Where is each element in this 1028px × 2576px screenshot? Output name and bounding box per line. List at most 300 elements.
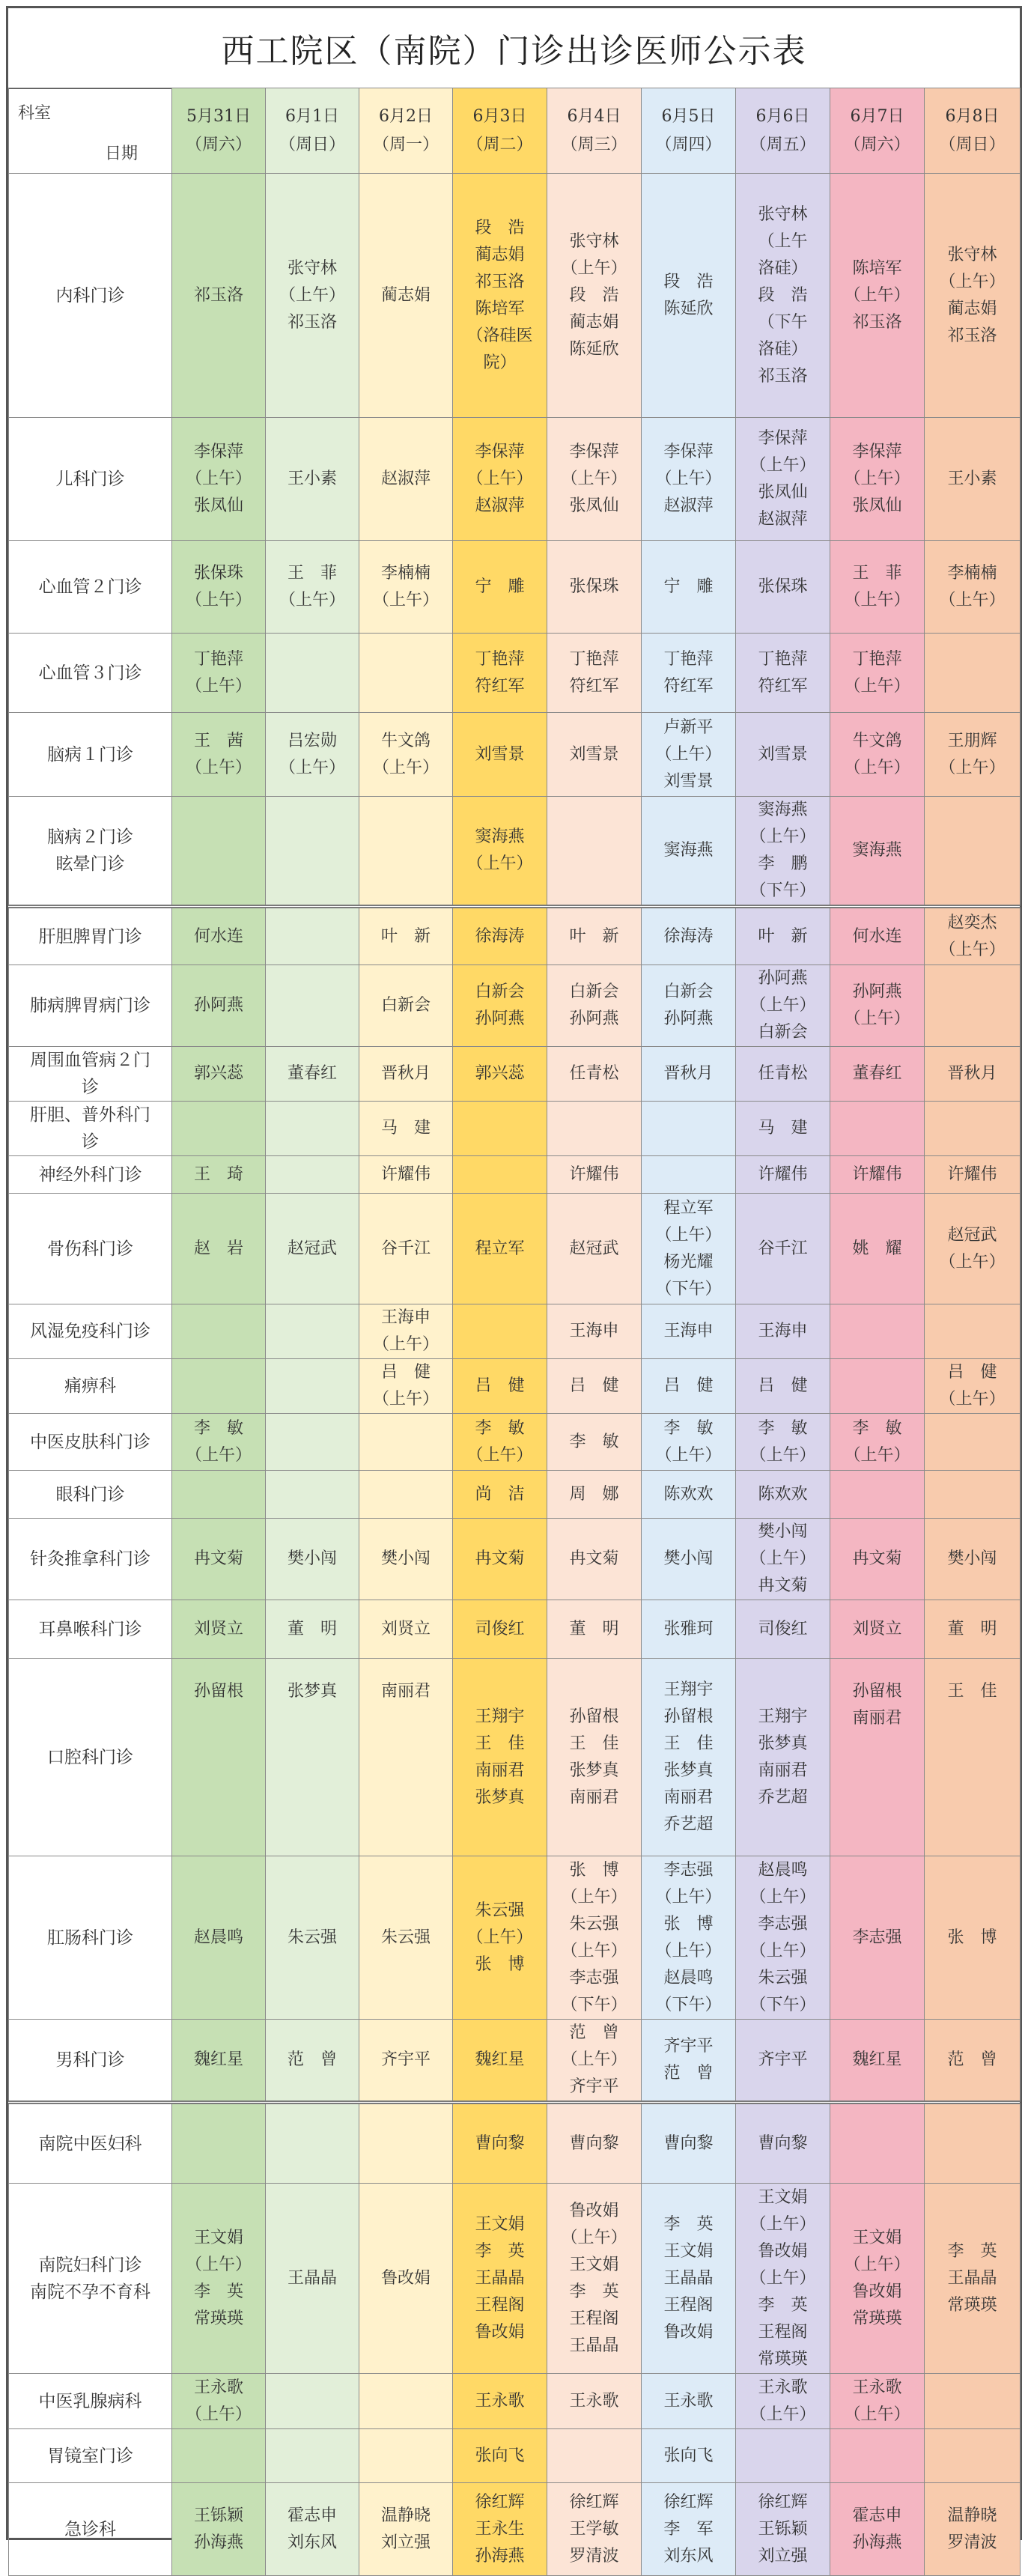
department-name: 耳鼻喉科门诊 bbox=[9, 1600, 172, 1659]
doctor-cell: 晋秋月 bbox=[642, 1047, 736, 1102]
doctor-cell: 郭兴蕊 bbox=[453, 1047, 547, 1102]
doctor-cell: 张向飞 bbox=[453, 2429, 547, 2483]
doctor-cell: 许耀伟 bbox=[547, 1156, 642, 1194]
doctor-cell: 刘雪景 bbox=[453, 713, 547, 797]
doctor-cell: 赵奕杰 （上午） bbox=[925, 907, 1021, 965]
department-name: 南院中医妇科 bbox=[9, 2103, 172, 2184]
doctor-cell: 丁艳萍 （上午） bbox=[830, 634, 925, 713]
doctor-cell: 王永歌 bbox=[642, 2374, 736, 2429]
doctor-cell: 叶 新 bbox=[359, 907, 453, 965]
doctor-cell: 张向飞 bbox=[642, 2429, 736, 2483]
doctor-cell bbox=[266, 1102, 359, 1156]
schedule-row bbox=[9, 174, 1021, 418]
schedule-row bbox=[9, 541, 1021, 634]
doctor-cell: 白新会 孙阿燕 bbox=[642, 965, 736, 1047]
doctor-cell: 许耀伟 bbox=[830, 1156, 925, 1194]
doctor-cell: 孙留根 bbox=[172, 1659, 266, 1856]
day-header bbox=[925, 88, 1021, 174]
department-name: 口腔科门诊 bbox=[9, 1659, 172, 1856]
doctor-cell: 王文娟 （上午） 鲁改娟 常瑛瑛 bbox=[830, 2184, 925, 2374]
doctor-cell bbox=[172, 2103, 266, 2184]
doctor-cell: 王永歌 bbox=[453, 2374, 547, 2429]
doctor-cell: 刘贤立 bbox=[172, 1600, 266, 1659]
department-name: 脑病２门诊 眩晕门诊 bbox=[9, 797, 172, 907]
doctor-cell: 魏红星 bbox=[172, 2020, 266, 2103]
doctor-cell: 吕 健 （上午） bbox=[359, 1359, 453, 1414]
doctor-cell: 陈欢欢 bbox=[642, 1471, 736, 1519]
doctor-cell: 徐红辉 王永生 孙海燕 bbox=[453, 2483, 547, 2576]
department-name: 中医皮肤科门诊 bbox=[9, 1414, 172, 1471]
doctor-cell: 白新会 孙阿燕 bbox=[453, 965, 547, 1047]
schedule-row bbox=[9, 1856, 1021, 2020]
doctor-cell: 樊小闯 bbox=[359, 1519, 453, 1600]
schedule-row bbox=[9, 2020, 1021, 2103]
doctor-cell: 霍志申 刘东风 bbox=[266, 2483, 359, 2576]
schedule-row bbox=[9, 1102, 1021, 1156]
doctor-cell: 李楠楠 （上午） bbox=[359, 541, 453, 634]
doctor-cell: 徐海涛 bbox=[642, 907, 736, 965]
doctor-cell: 王永歌 （上午） bbox=[736, 2374, 830, 2429]
department-name: 肛肠科门诊 bbox=[9, 1856, 172, 2020]
doctor-cell: 王 菲 （上午） bbox=[266, 541, 359, 634]
doctor-cell: 李保萍 （上午） 张凤仙 bbox=[830, 418, 925, 541]
doctor-cell: 丁艳萍 符红军 bbox=[547, 634, 642, 713]
doctor-cell: 樊小闯 bbox=[266, 1519, 359, 1600]
doctor-cell: 朱云强 bbox=[359, 1856, 453, 2020]
schedule-row bbox=[9, 1194, 1021, 1304]
department-name: 儿科门诊 bbox=[9, 418, 172, 541]
doctor-cell: 李志强 bbox=[830, 1856, 925, 2020]
doctor-cell: 李 敏 （上午） bbox=[736, 1414, 830, 1471]
doctor-cell: 魏红星 bbox=[830, 2020, 925, 2103]
doctor-cell: 陈欢欢 bbox=[736, 1471, 830, 1519]
schedule-row bbox=[9, 713, 1021, 797]
department-name: 男科门诊 bbox=[9, 2020, 172, 2103]
doctor-cell bbox=[830, 1471, 925, 1519]
doctor-cell: 赵冠武 bbox=[266, 1194, 359, 1304]
schedule-row bbox=[9, 1304, 1021, 1359]
doctor-cell: 段 浩 蔺志娟 祁玉洛 陈培军 （洛硅医 院） bbox=[453, 174, 547, 418]
doctor-cell: 董春红 bbox=[266, 1047, 359, 1102]
doctor-cell: 王永歌 （上午） bbox=[830, 2374, 925, 2429]
schedule-row bbox=[9, 2374, 1021, 2429]
doctor-cell: 王 琦 bbox=[172, 1156, 266, 1194]
department-name: 心血管３门诊 bbox=[9, 634, 172, 713]
department-name: 针灸推拿科门诊 bbox=[9, 1519, 172, 1600]
doctor-cell bbox=[266, 1414, 359, 1471]
doctor-cell: 白新会 bbox=[359, 965, 453, 1047]
doctor-cell: 范 曾 bbox=[925, 2020, 1021, 2103]
doctor-cell: 蔺志娟 bbox=[359, 174, 453, 418]
doctor-cell: 范 曾 （上午） 齐宇平 bbox=[547, 2020, 642, 2103]
doctor-cell: 王小素 bbox=[925, 418, 1021, 541]
doctor-cell: 刘贤立 bbox=[830, 1600, 925, 1659]
doctor-cell: 曹向黎 bbox=[453, 2103, 547, 2184]
doctor-cell: 王 茜 （上午） bbox=[172, 713, 266, 797]
doctor-cell: 徐红辉 王学敏 罗清波 bbox=[547, 2483, 642, 2576]
doctor-cell bbox=[453, 1304, 547, 1359]
department-name: 风湿免疫科门诊 bbox=[9, 1304, 172, 1359]
doctor-cell bbox=[359, 2374, 453, 2429]
doctor-cell: 马 建 bbox=[359, 1102, 453, 1156]
doctor-cell: 张守林 （上午） 段 浩 蔺志娟 陈延欣 bbox=[547, 174, 642, 418]
doctor-cell: 徐海涛 bbox=[453, 907, 547, 965]
doctor-cell: 张守林 （上午 洛硅） 段 浩 （下午 洛硅） 祁玉洛 bbox=[736, 174, 830, 418]
day-header bbox=[453, 88, 547, 174]
doctor-cell bbox=[266, 2103, 359, 2184]
doctor-cell: 许耀伟 bbox=[925, 1156, 1021, 1194]
doctor-cell: 窦海燕 （上午） bbox=[453, 797, 547, 907]
doctor-cell: 李 英 王文娟 王晶晶 王程阁 鲁改娟 bbox=[642, 2184, 736, 2374]
schedule-row bbox=[9, 965, 1021, 1047]
department-name: 眼科门诊 bbox=[9, 1471, 172, 1519]
doctor-cell: 齐宇平 bbox=[736, 2020, 830, 2103]
doctor-cell: 丁艳萍 符红军 bbox=[736, 634, 830, 713]
day-date: 6月1日 bbox=[285, 106, 339, 126]
doctor-cell bbox=[925, 1414, 1021, 1471]
doctor-cell bbox=[830, 2103, 925, 2184]
schedule-row bbox=[9, 797, 1021, 907]
doctor-cell bbox=[925, 634, 1021, 713]
doctor-cell bbox=[830, 1102, 925, 1156]
doctor-cell: 王永歌 bbox=[547, 2374, 642, 2429]
day-header bbox=[736, 88, 830, 174]
doctor-cell bbox=[266, 1156, 359, 1194]
day-date: 6月4日 bbox=[567, 106, 621, 126]
doctor-cell bbox=[266, 797, 359, 907]
doctor-cell: 王翔宇 张梦真 南丽君 乔艺超 bbox=[736, 1659, 830, 1856]
day-date: 6月5日 bbox=[661, 106, 716, 126]
doctor-cell: 陈培军 （上午） 祁玉洛 bbox=[830, 174, 925, 418]
department-name: 肝胆脾胃门诊 bbox=[9, 907, 172, 965]
doctor-cell bbox=[642, 1102, 736, 1156]
doctor-cell: 董 明 bbox=[266, 1600, 359, 1659]
doctor-cell bbox=[453, 1102, 547, 1156]
doctor-cell: 谷千江 bbox=[359, 1194, 453, 1304]
doctor-cell: 程立军 （上午） 杨光耀 （下午） bbox=[642, 1194, 736, 1304]
doctor-cell bbox=[172, 1304, 266, 1359]
doctor-cell: 张守林 （上午） 祁玉洛 bbox=[266, 174, 359, 418]
doctor-cell: 窦海燕 （上午） 李 鹏 （下午） bbox=[736, 797, 830, 907]
department-name: 周围血管病２门 诊 bbox=[9, 1047, 172, 1102]
doctor-cell: 温静晓 刘立强 bbox=[359, 2483, 453, 2576]
day-date: 6月3日 bbox=[472, 106, 527, 126]
doctor-cell: 吕 健 bbox=[453, 1359, 547, 1414]
doctor-cell: 郭兴蕊 bbox=[172, 1047, 266, 1102]
doctor-cell: 张 博 （上午） 朱云强 （上午） 李志强 （下午） bbox=[547, 1856, 642, 2020]
doctor-cell: 董 明 bbox=[547, 1600, 642, 1659]
doctor-cell: 冉文菊 bbox=[453, 1519, 547, 1600]
doctor-cell: 张守林 （上午） 蔺志娟 祁玉洛 bbox=[925, 174, 1021, 418]
doctor-cell: 何水连 bbox=[172, 907, 266, 965]
department-name: 痛痹科 bbox=[9, 1359, 172, 1414]
department-name: 骨伤科门诊 bbox=[9, 1194, 172, 1304]
doctor-cell: 徐红辉 王铄颖 刘立强 bbox=[736, 2483, 830, 2576]
doctor-cell: 赵晨鸣 （上午） 李志强 （上午） 朱云强 （下午） bbox=[736, 1856, 830, 2020]
doctor-cell bbox=[925, 1102, 1021, 1156]
schedule-row bbox=[9, 1156, 1021, 1194]
schedule-row bbox=[9, 1659, 1021, 1856]
doctor-cell: 李 敏 （上午） bbox=[830, 1414, 925, 1471]
doctor-cell: 王 菲 （上午） bbox=[830, 541, 925, 634]
doctor-cell: 樊小闯 bbox=[925, 1519, 1021, 1600]
doctor-cell: 宁 雕 bbox=[642, 541, 736, 634]
doctor-cell bbox=[359, 797, 453, 907]
day-weekday: （周二） bbox=[466, 135, 533, 154]
doctor-cell: 樊小闯 bbox=[642, 1519, 736, 1600]
doctor-cell: 晋秋月 bbox=[359, 1047, 453, 1102]
doctor-cell: 曹向黎 bbox=[736, 2103, 830, 2184]
day-date: 6月6日 bbox=[755, 106, 810, 126]
doctor-cell bbox=[830, 1359, 925, 1414]
schedule-row bbox=[9, 2483, 1021, 2576]
doctor-cell: 段 浩 陈延欣 bbox=[642, 174, 736, 418]
doctor-cell bbox=[642, 1156, 736, 1194]
doctor-cell: 吕宏勋 （上午） bbox=[266, 713, 359, 797]
department-name: 胃镜室门诊 bbox=[9, 2429, 172, 2483]
doctor-cell: 许耀伟 bbox=[359, 1156, 453, 1194]
doctor-cell bbox=[359, 2429, 453, 2483]
doctor-cell: 司俊红 bbox=[736, 1600, 830, 1659]
schedule-row bbox=[9, 634, 1021, 713]
doctor-cell: 朱云强 bbox=[266, 1856, 359, 2020]
doctor-cell: 冉文菊 bbox=[547, 1519, 642, 1600]
doctor-cell: 孙留根 王 佳 张梦真 南丽君 bbox=[547, 1659, 642, 1856]
doctor-cell: 吕 健 bbox=[642, 1359, 736, 1414]
department-name: 肝胆、普外科门 诊 bbox=[9, 1102, 172, 1156]
doctor-cell: 张保珠 bbox=[736, 541, 830, 634]
doctor-cell bbox=[172, 1102, 266, 1156]
doctor-cell bbox=[547, 2429, 642, 2483]
doctor-cell: 谷千江 bbox=[736, 1194, 830, 1304]
schedule-row bbox=[9, 418, 1021, 541]
doctor-cell bbox=[547, 797, 642, 907]
doctor-cell: 牛文鸽 （上午） bbox=[359, 713, 453, 797]
doctor-cell: 张保珠 （上午） bbox=[172, 541, 266, 634]
header-row bbox=[9, 88, 1021, 174]
doctor-cell bbox=[925, 2103, 1021, 2184]
schedule-row bbox=[9, 907, 1021, 965]
doctor-cell: 李保萍 （上午） 赵淑萍 bbox=[642, 418, 736, 541]
day-date: 6月2日 bbox=[379, 106, 433, 126]
day-weekday: （周四） bbox=[655, 135, 722, 154]
doctor-cell: 王海申 bbox=[547, 1304, 642, 1359]
doctor-cell: 祁玉洛 bbox=[172, 174, 266, 418]
doctor-cell: 曹向黎 bbox=[642, 2103, 736, 2184]
doctor-cell: 鲁改娟 bbox=[359, 2184, 453, 2374]
doctor-cell: 赵冠武 （上午） bbox=[925, 1194, 1021, 1304]
doctor-cell: 程立军 bbox=[453, 1194, 547, 1304]
doctor-cell: 白新会 孙阿燕 bbox=[547, 965, 642, 1047]
doctor-cell: 冉文菊 bbox=[172, 1519, 266, 1600]
doctor-cell: 王朋辉 （上午） bbox=[925, 713, 1021, 797]
doctor-cell bbox=[266, 965, 359, 1047]
doctor-cell: 徐红辉 李 军 刘东风 bbox=[642, 2483, 736, 2576]
day-weekday: （周三） bbox=[561, 135, 627, 154]
doctor-cell: 任青松 bbox=[736, 1047, 830, 1102]
doctor-cell: 刘贤立 bbox=[359, 1600, 453, 1659]
doctor-cell: 朱云强 （上午） 张 博 bbox=[453, 1856, 547, 2020]
doctor-cell bbox=[266, 1359, 359, 1414]
doctor-cell: 樊小闯 （上午） 冉文菊 bbox=[736, 1519, 830, 1600]
doctor-cell: 李保萍 （上午） 赵淑萍 bbox=[453, 418, 547, 541]
doctor-cell bbox=[830, 1304, 925, 1359]
schedule-row bbox=[9, 1471, 1021, 1519]
doctor-cell: 孙阿燕 （上午） 白新会 bbox=[736, 965, 830, 1047]
day-weekday: （周日） bbox=[279, 135, 345, 154]
doctor-cell bbox=[266, 634, 359, 713]
doctor-cell: 王 佳 bbox=[925, 1659, 1021, 1856]
doctor-cell: 齐宇平 bbox=[359, 2020, 453, 2103]
doctor-cell: 赵 岩 bbox=[172, 1194, 266, 1304]
schedule-row bbox=[9, 1047, 1021, 1102]
doctor-cell: 卢新平 （上午） 刘雪景 bbox=[642, 713, 736, 797]
doctor-cell bbox=[266, 2429, 359, 2483]
day-weekday: （周五） bbox=[749, 135, 816, 154]
doctor-cell: 李 敏 （上午） bbox=[453, 1414, 547, 1471]
doctor-cell: 李保萍 （上午） 张凤仙 赵淑萍 bbox=[736, 418, 830, 541]
doctor-cell: 王海申 bbox=[642, 1304, 736, 1359]
schedule-row bbox=[9, 2103, 1021, 2184]
doctor-cell: 赵晨鸣 bbox=[172, 1856, 266, 2020]
schedule-table bbox=[8, 88, 1021, 2576]
doctor-cell: 丁艳萍 （上午） bbox=[172, 634, 266, 713]
department-name: 南院妇科门诊 南院不孕不育科 bbox=[9, 2184, 172, 2374]
doctor-cell bbox=[266, 1304, 359, 1359]
day-header bbox=[830, 88, 925, 174]
corner-header bbox=[9, 88, 172, 174]
doctor-cell: 张雅珂 bbox=[642, 1600, 736, 1659]
dept-label: 科室 bbox=[18, 104, 52, 123]
doctor-cell: 王翔宇 王 佳 南丽君 张梦真 bbox=[453, 1659, 547, 1856]
schedule-row bbox=[9, 1359, 1021, 1414]
day-date: 6月7日 bbox=[850, 106, 904, 126]
department-name: 中医乳腺病科 bbox=[9, 2374, 172, 2429]
doctor-cell: 叶 新 bbox=[736, 907, 830, 965]
doctor-cell: 晋秋月 bbox=[925, 1047, 1021, 1102]
schedule-row bbox=[9, 2429, 1021, 2483]
doctor-cell: 王文娟 （上午） 李 英 常瑛瑛 bbox=[172, 2184, 266, 2374]
doctor-cell: 张 博 bbox=[925, 1856, 1021, 2020]
doctor-cell bbox=[266, 1471, 359, 1519]
day-date: 6月8日 bbox=[945, 106, 1000, 126]
doctor-cell: 任青松 bbox=[547, 1047, 642, 1102]
doctor-cell: 赵冠武 bbox=[547, 1194, 642, 1304]
doctor-cell: 南丽君 bbox=[359, 1659, 453, 1856]
doctor-cell: 赵淑萍 bbox=[359, 418, 453, 541]
doctor-cell: 王文娟 李 英 王晶晶 王程阁 鲁改娟 bbox=[453, 2184, 547, 2374]
doctor-cell: 孙阿燕 （上午） bbox=[830, 965, 925, 1047]
day-weekday: （周日） bbox=[939, 135, 1006, 154]
doctor-cell bbox=[925, 2374, 1021, 2429]
day-header bbox=[359, 88, 453, 174]
doctor-cell: 董 明 bbox=[925, 1600, 1021, 1659]
doctor-cell: 温静晓 罗清波 bbox=[925, 2483, 1021, 2576]
doctor-cell: 冉文菊 bbox=[830, 1519, 925, 1600]
doctor-cell: 刘雪景 bbox=[736, 713, 830, 797]
doctor-cell: 王晶晶 bbox=[266, 2184, 359, 2374]
doctor-cell: 张梦真 bbox=[266, 1659, 359, 1856]
doctor-cell: 吕 健 （上午） bbox=[925, 1359, 1021, 1414]
doctor-cell bbox=[172, 797, 266, 907]
doctor-cell: 李 敏 bbox=[547, 1414, 642, 1471]
doctor-cell: 窦海燕 bbox=[830, 797, 925, 907]
schedule-sheet bbox=[6, 6, 1022, 2566]
schedule-row bbox=[9, 1519, 1021, 1600]
doctor-cell: 窦海燕 bbox=[642, 797, 736, 907]
department-name: 脑病１门诊 bbox=[9, 713, 172, 797]
doctor-cell bbox=[359, 2103, 453, 2184]
doctor-cell bbox=[453, 1156, 547, 1194]
day-header bbox=[642, 88, 736, 174]
doctor-cell bbox=[359, 1471, 453, 1519]
doctor-cell: 李 敏 （上午） bbox=[642, 1414, 736, 1471]
doctor-cell: 宁 雕 bbox=[453, 541, 547, 634]
doctor-cell bbox=[925, 2429, 1021, 2483]
doctor-cell: 霍志申 孙海燕 bbox=[830, 2483, 925, 2576]
doctor-cell: 李 英 王晶晶 常瑛瑛 bbox=[925, 2184, 1021, 2374]
doctor-cell bbox=[266, 907, 359, 965]
doctor-cell: 李 敏 （上午） bbox=[172, 1414, 266, 1471]
day-header bbox=[172, 88, 266, 174]
doctor-cell: 尚 洁 bbox=[453, 1471, 547, 1519]
doctor-cell: 何水连 bbox=[830, 907, 925, 965]
doctor-cell: 李楠楠 （上午） bbox=[925, 541, 1021, 634]
doctor-cell bbox=[925, 965, 1021, 1047]
department-name: 内科门诊 bbox=[9, 174, 172, 418]
doctor-cell bbox=[172, 1359, 266, 1414]
day-weekday: （周六） bbox=[185, 135, 252, 154]
doctor-cell: 王翔宇 孙留根 王 佳 张梦真 南丽君 乔艺超 bbox=[642, 1659, 736, 1856]
doctor-cell: 丁艳萍 符红军 bbox=[642, 634, 736, 713]
doctor-cell: 曹向黎 bbox=[547, 2103, 642, 2184]
page-title: 西工院区（南院）门诊出诊医师公示表 bbox=[8, 8, 1020, 89]
doctor-cell: 司俊红 bbox=[453, 1600, 547, 1659]
department-name: 心血管２门诊 bbox=[9, 541, 172, 634]
doctor-cell: 王小素 bbox=[266, 418, 359, 541]
doctor-cell bbox=[172, 2429, 266, 2483]
doctor-cell: 马 建 bbox=[736, 1102, 830, 1156]
date-label: 日期 bbox=[105, 145, 139, 163]
doctor-cell: 魏红星 bbox=[453, 2020, 547, 2103]
doctor-cell: 张保珠 bbox=[547, 541, 642, 634]
doctor-cell: 齐宇平 范 曾 bbox=[642, 2020, 736, 2103]
doctor-cell: 许耀伟 bbox=[736, 1156, 830, 1194]
doctor-cell: 吕 健 bbox=[547, 1359, 642, 1414]
schedule-row bbox=[9, 1600, 1021, 1659]
doctor-cell bbox=[547, 1102, 642, 1156]
day-weekday: （周六） bbox=[844, 135, 910, 154]
doctor-cell: 范 曾 bbox=[266, 2020, 359, 2103]
department-name: 急诊科 bbox=[9, 2483, 172, 2576]
doctor-cell bbox=[359, 1414, 453, 1471]
doctor-cell bbox=[830, 2429, 925, 2483]
doctor-cell: 姚 耀 bbox=[830, 1194, 925, 1304]
doctor-cell: 丁艳萍 符红军 bbox=[453, 634, 547, 713]
doctor-cell bbox=[736, 2429, 830, 2483]
doctor-cell: 牛文鸽 （上午） bbox=[830, 713, 925, 797]
doctor-cell: 鲁改娟 （上午） 王文娟 李 英 王程阁 王晶晶 bbox=[547, 2184, 642, 2374]
day-header bbox=[547, 88, 642, 174]
doctor-cell bbox=[925, 797, 1021, 907]
doctor-cell: 李志强 （上午） 张 博 （上午） 赵晨鸣 （下午） bbox=[642, 1856, 736, 2020]
doctor-cell bbox=[925, 1471, 1021, 1519]
doctor-cell: 王海申 （上午） bbox=[359, 1304, 453, 1359]
doctor-cell: 董春红 bbox=[830, 1047, 925, 1102]
doctor-cell bbox=[172, 1471, 266, 1519]
doctor-cell: 叶 新 bbox=[547, 907, 642, 965]
doctor-cell: 王永歌 （上午） bbox=[172, 2374, 266, 2429]
